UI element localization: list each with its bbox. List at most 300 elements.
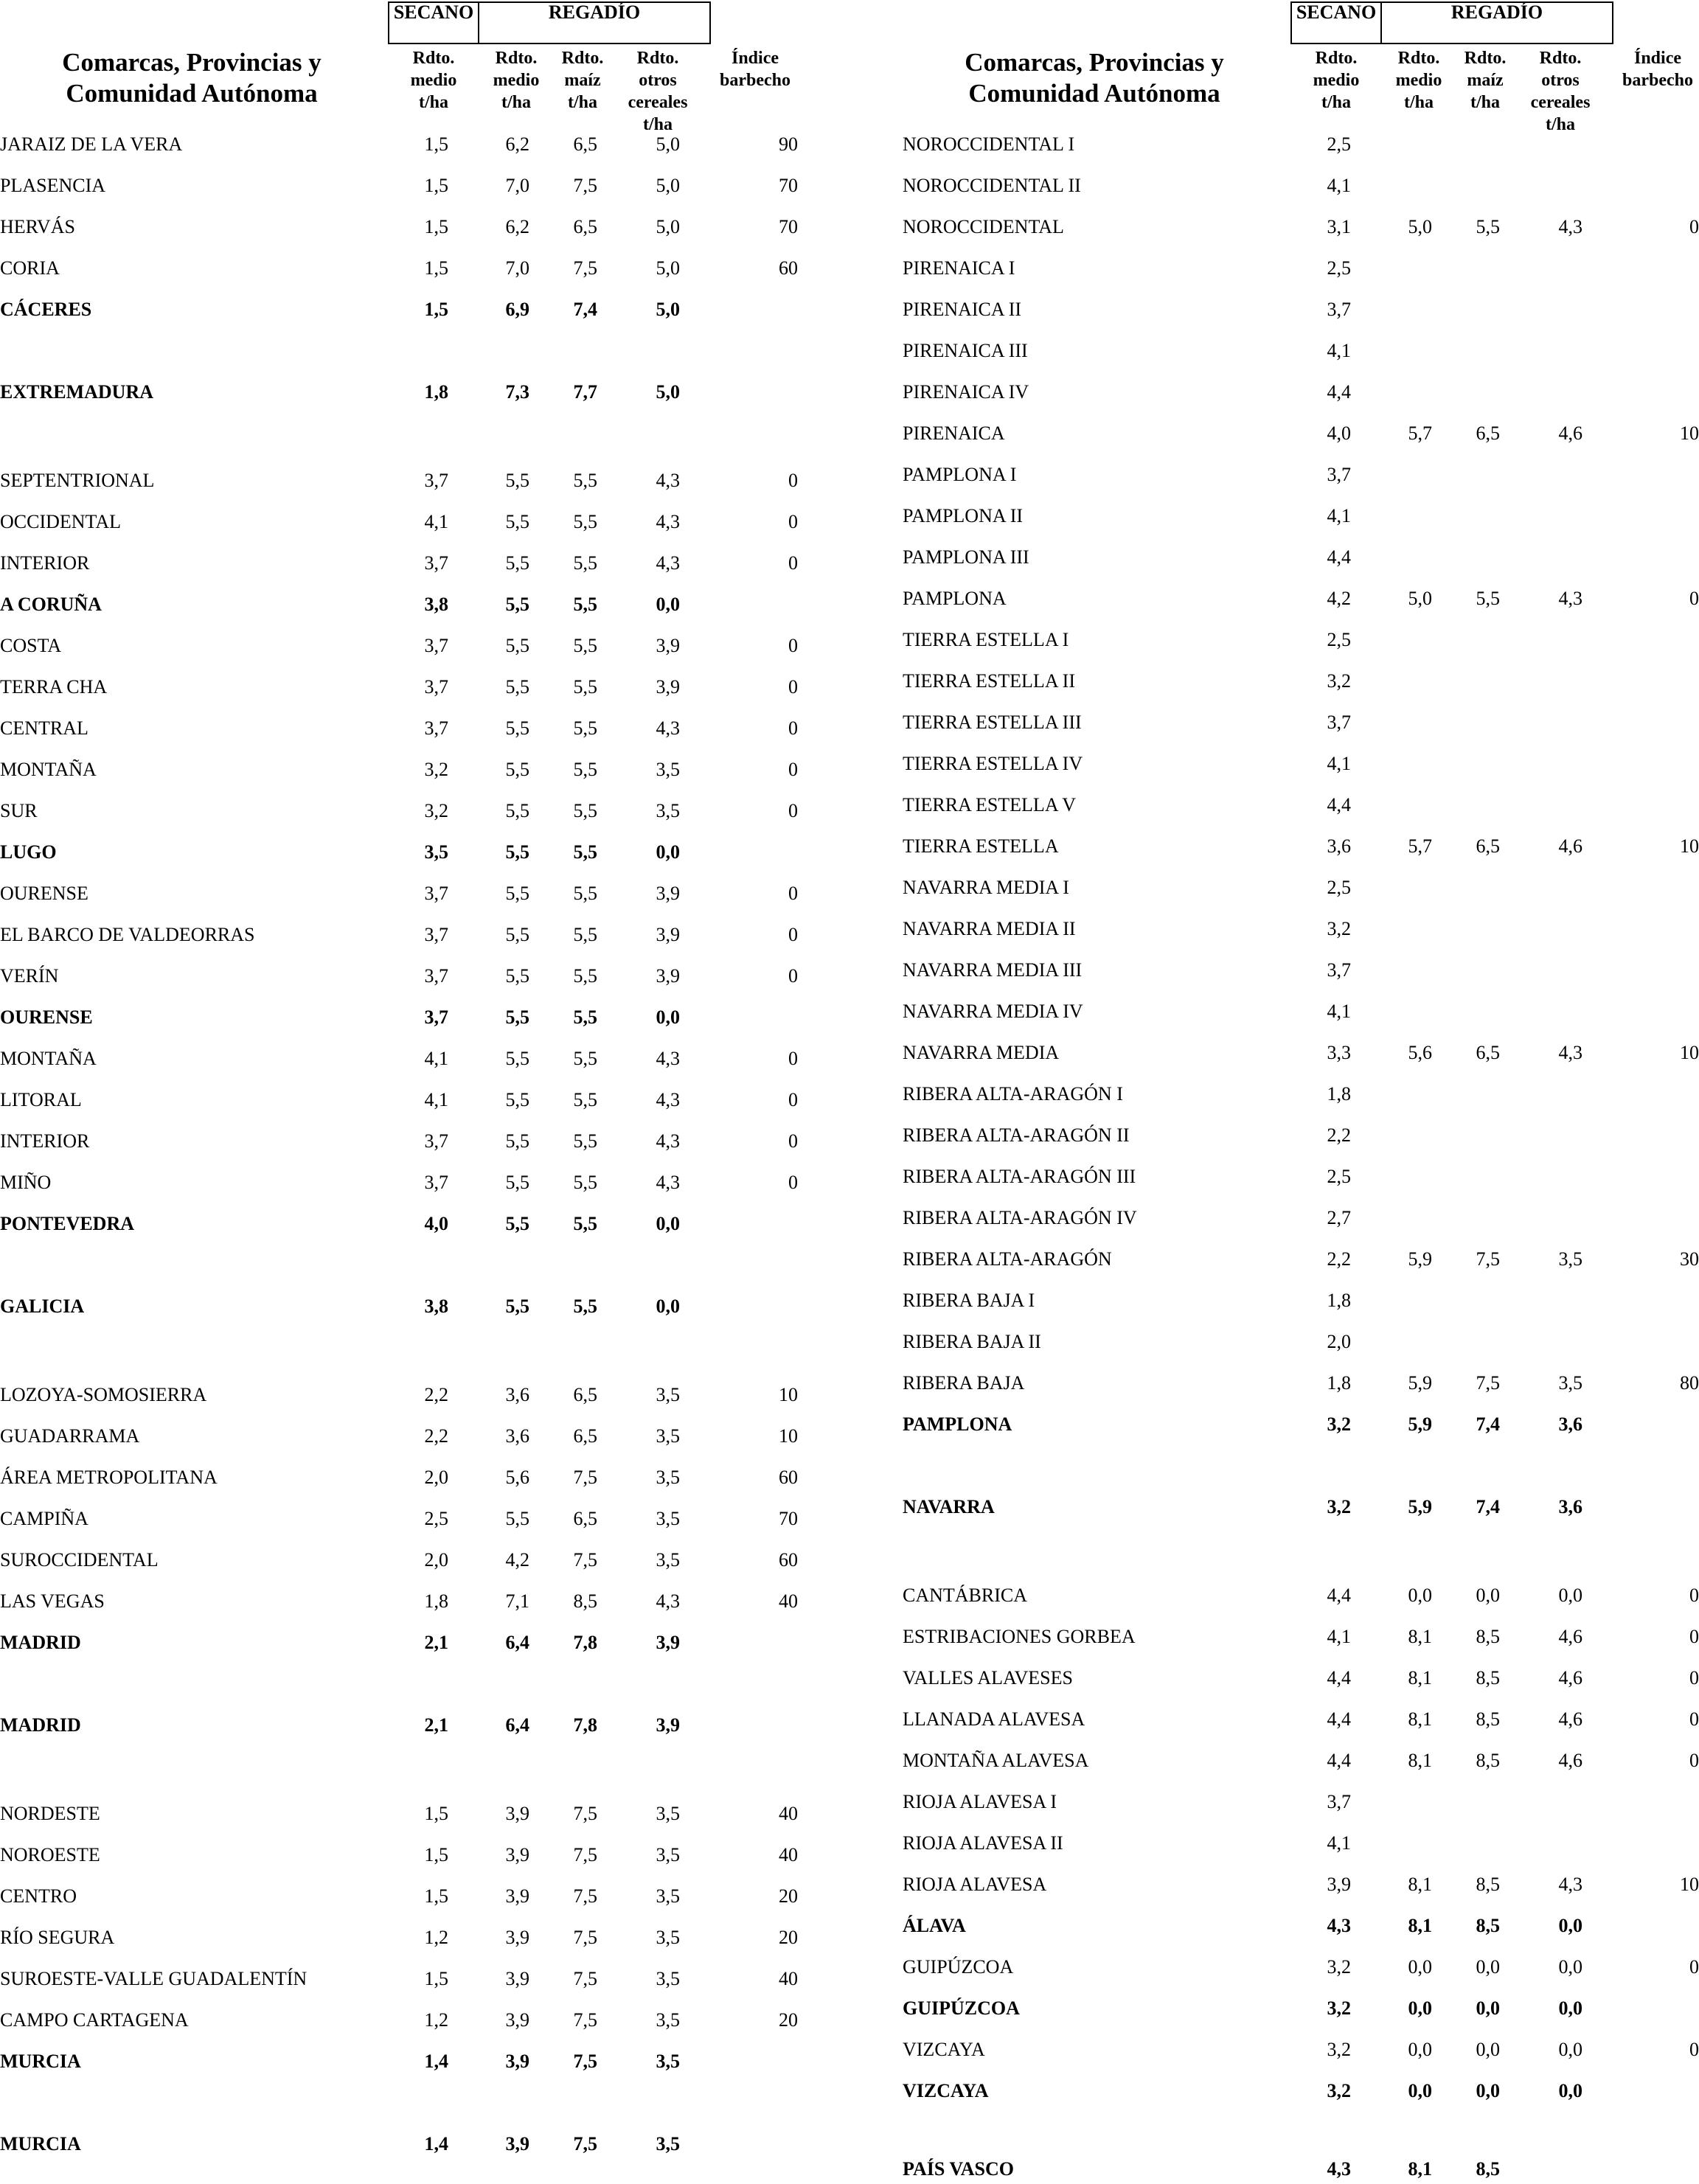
cell-maiz: 7,5 [573,257,597,279]
cell-maiz: 8,5 [1476,1667,1500,1689]
cell-medio: 8,1 [1408,1708,1432,1730]
region-name: PONTEVEDRA [0,1213,135,1234]
left-header-line: t/ha [501,93,531,112]
cell-maiz: 7,5 [573,175,597,196]
cell-indice: 70 [779,216,798,237]
cell-secano: 1,4 [424,2051,448,2072]
cell-indice: 0 [788,883,798,904]
cell-secano: 4,3 [1327,1915,1351,1936]
cell-otros: 4,6 [1558,422,1582,444]
left-total-row [0,295,850,324]
cell-secano: 4,1 [1327,753,1351,774]
cell-medio: 5,5 [505,635,529,656]
cell-indice: 0 [1689,1667,1699,1689]
cell-indice: 10 [1680,835,1699,857]
cell-maiz: 5,5 [573,676,597,698]
left-total-row [0,590,850,619]
region-name: PIRENAICA [903,422,1005,444]
right-table-row [903,1581,1699,1610]
left-table-row [0,796,850,826]
left-header-line: t/ha [567,93,597,112]
cell-maiz: 0,0 [1476,1585,1500,1606]
right-table-row [903,1203,1699,1233]
cell-indice: 70 [779,1508,798,1529]
cell-maiz: 7,5 [573,1927,597,1948]
cell-secano: 4,1 [424,1089,448,1110]
region-name: MURCIA [0,2133,81,2155]
cell-maiz: 7,5 [573,2133,597,2155]
cell-medio: 3,6 [505,1425,529,1447]
cell-secano: 4,4 [1327,1750,1351,1771]
cell-otros: 4,3 [1558,216,1582,237]
cell-medio: 5,5 [505,717,529,739]
cell-indice: 0 [788,635,798,656]
left-total-row [0,2047,850,2076]
right-table-row [903,254,1699,283]
cell-maiz: 8,5 [1476,1626,1500,1647]
cell-maiz: 5,5 [573,635,597,656]
region-name: RIBERA BAJA [903,1372,1025,1394]
cell-medio: 3,9 [505,1844,529,1865]
cell-secano: 3,8 [424,594,448,615]
region-name: ESTRIBACIONES GORBEA [903,1626,1136,1647]
region-name: RIOJA ALAVESA II [903,1832,1063,1854]
cell-maiz: 7,8 [573,1632,597,1653]
left-table-row [0,1380,850,1410]
cell-medio: 6,4 [505,1714,529,1736]
right-title [925,47,1264,109]
right-table-row [903,956,1699,985]
cell-maiz: 0,0 [1476,1997,1500,2019]
right-total-row [903,2076,1699,2106]
cell-medio: 5,5 [505,594,529,615]
cell-secano: 3,7 [424,717,448,739]
right-header-line: Rdto. [1315,49,1358,68]
cell-secano: 1,5 [424,1968,448,1989]
region-name: EXTREMADURA [0,381,153,403]
cell-otros: 4,3 [656,511,680,532]
cell-otros: 4,3 [656,1172,680,1193]
right-table-row [903,749,1699,779]
left-table-row [0,212,850,242]
cell-medio: 6,2 [505,133,529,155]
cell-maiz: 8,5 [1476,1915,1500,1936]
cell-medio: 5,0 [1408,216,1432,237]
cell-otros: 0,0 [656,1006,680,1028]
cell-maiz: 6,5 [573,1384,597,1405]
cell-otros: 3,9 [656,924,680,945]
cell-otros: 4,3 [1558,588,1582,609]
cell-secano: 4,1 [424,511,448,532]
cell-medio: 0,0 [1408,1997,1432,2019]
cell-secano: 3,7 [424,635,448,656]
cell-medio: 3,9 [505,2051,529,2072]
right-table-row [903,1746,1699,1776]
region-name: LUGO [0,841,57,863]
left-header-col-secano-medio [398,47,469,114]
region-name: PAMPLONA I [903,464,1017,485]
region-name: NAVARRA MEDIA I [903,877,1069,898]
region-name: LAS VEGAS [0,1590,105,1612]
region-name: SEPTENTRIONAL [0,470,155,491]
cell-otros: 3,6 [1558,1496,1582,1517]
cell-otros: 5,0 [656,299,680,320]
cell-secano: 2,5 [1327,629,1351,650]
region-name: MADRID [0,1714,81,1736]
cell-secano: 3,9 [1327,1874,1351,1895]
cell-maiz: 5,5 [573,1172,597,1193]
cell-otros: 5,0 [656,257,680,279]
left-table-row [0,1085,850,1115]
cell-maiz: 7,5 [573,2051,597,2072]
cell-otros: 5,0 [656,133,680,155]
cell-secano: 4,1 [1327,1832,1351,1854]
left-header-line: Rdto. [636,49,679,68]
cell-maiz: 7,7 [573,381,597,403]
cell-secano: 2,0 [424,1549,448,1571]
cell-medio: 6,2 [505,216,529,237]
region-name: JARAIZ DE LA VERA [0,133,183,155]
cell-secano: 4,1 [1327,1001,1351,1022]
cell-secano: 1,5 [424,1844,448,1865]
left-table-row [0,672,850,702]
region-name: INTERIOR [0,552,90,574]
cell-medio: 5,5 [505,841,529,863]
cell-otros: 3,5 [656,1803,680,1824]
cell-otros: 0,0 [1558,2039,1582,2060]
left-header-line: medio [493,71,540,90]
region-name: PAMPLONA III [903,546,1029,568]
right-table-row [903,1079,1699,1109]
cell-indice: 0 [1689,2039,1699,2060]
region-name: PIRENAICA I [903,257,1015,279]
cell-maiz: 7,4 [1476,1496,1500,1517]
cell-otros: 4,3 [1558,1042,1582,1063]
cell-otros: 3,5 [656,1927,680,1948]
cell-secano: 3,7 [424,1130,448,1152]
left-table-row [0,549,850,578]
cell-maiz: 7,4 [1476,1413,1500,1435]
cell-secano: 3,2 [1327,1997,1351,2019]
cell-otros: 4,6 [1558,1750,1582,1771]
cell-maiz: 7,5 [1476,1372,1500,1394]
left-table-row [0,1463,850,1492]
cell-otros: 4,6 [1558,835,1582,857]
cell-medio: 8,1 [1408,1667,1432,1689]
cell-otros: 4,3 [656,552,680,574]
right-table-row [903,1705,1699,1734]
region-name: OURENSE [0,883,88,904]
cell-secano: 4,4 [1327,1708,1351,1730]
cell-indice: 0 [788,676,798,698]
cell-secano: 3,7 [424,1172,448,1193]
right-total-row [903,2155,1699,2184]
right-header-line: t/ha [1321,93,1351,112]
cell-maiz: 5,5 [573,594,597,615]
cell-secano: 2,7 [1327,1207,1351,1228]
right-table-row [903,708,1699,737]
cell-maiz: 6,5 [573,133,597,155]
right-table-row [903,130,1699,159]
cell-otros: 3,9 [656,883,680,904]
cell-otros: 3,5 [656,1425,680,1447]
right-table-row [903,212,1699,242]
cell-indice: 90 [779,133,798,155]
cell-indice: 0 [788,1172,798,1193]
cell-secano: 4,4 [1327,794,1351,815]
cell-indice: 0 [1689,1585,1699,1606]
right-table-row [903,584,1699,613]
cell-indice: 0 [788,1130,798,1152]
left-table-row [0,1422,850,1451]
cell-otros: 4,3 [656,1130,680,1152]
cell-otros: 3,5 [656,2009,680,2031]
region-name: CAMPIÑA [0,1508,88,1529]
cell-maiz: 5,5 [573,1089,597,1110]
cell-secano: 1,5 [424,1803,448,1824]
cell-secano: 3,7 [424,552,448,574]
cell-secano: 3,2 [1327,2039,1351,2060]
cell-secano: 3,7 [424,924,448,945]
left-title-line2: Comunidad Autónoma [66,79,318,108]
cell-medio: 8,1 [1408,1915,1432,1936]
region-name: CENTRO [0,1885,77,1907]
cell-secano: 2,0 [424,1467,448,1488]
region-name: GUIPÚZCOA [903,1956,1014,1978]
cell-secano: 2,1 [424,1714,448,1736]
cell-indice: 60 [779,257,798,279]
cell-secano: 4,1 [424,1048,448,1069]
cell-maiz: 0,0 [1476,1956,1500,1978]
region-name: CENTRAL [0,717,88,739]
right-header-line: t/ha [1403,93,1434,112]
cell-maiz: 5,5 [1476,216,1500,237]
cell-maiz: 5,5 [573,759,597,780]
cell-indice: 10 [1680,1874,1699,1895]
left-total-row [0,1209,850,1239]
region-name: MONTAÑA [0,1048,97,1069]
region-name: RIBERA ALTA-ARAGÓN [903,1248,1112,1270]
region-name: NAVARRA [903,1496,995,1517]
cell-otros: 3,6 [1558,1413,1582,1435]
right-header-line: barbecho [1622,71,1693,90]
left-total-row [0,838,850,867]
cell-indice: 40 [779,1968,798,1989]
region-name: TIERRA ESTELLA IV [903,753,1083,774]
cell-medio: 0,0 [1408,1585,1432,1606]
cell-maiz: 8,5 [1476,2158,1500,2180]
cell-secano: 3,5 [424,841,448,863]
cell-secano: 2,2 [424,1384,448,1405]
left-header-line: Rdto. [495,49,538,68]
cell-medio: 3,9 [505,2009,529,2031]
cell-secano: 1,8 [1327,1372,1351,1394]
region-name: RIBERA ALTA-ARAGÓN II [903,1124,1130,1146]
cell-secano: 4,1 [1327,505,1351,526]
cell-medio: 0,0 [1408,2080,1432,2101]
cell-otros: 4,3 [656,1089,680,1110]
cell-otros: 3,5 [656,800,680,821]
cell-indice: 0 [1689,1626,1699,1647]
cell-secano: 3,3 [1327,1042,1351,1063]
cell-otros: 3,5 [656,759,680,780]
cell-maiz: 5,5 [573,511,597,532]
region-name: ÁREA METROPOLITANA [0,1467,218,1488]
right-header-line: medio [1313,71,1360,90]
left-header-col-maiz [547,47,618,114]
cell-maiz: 5,5 [573,965,597,987]
left-header-line: medio [410,71,457,90]
region-name: PLASENCIA [0,175,106,196]
cell-medio: 7,3 [505,381,529,403]
cell-medio: 5,7 [1408,422,1432,444]
cell-medio: 3,9 [505,2133,529,2155]
cell-secano: 4,0 [424,1213,448,1234]
region-name: NOROCCIDENTAL II [903,175,1081,196]
cell-secano: 4,2 [1327,588,1351,609]
region-name: NAVARRA MEDIA [903,1042,1060,1063]
left-table-row [0,1799,850,1829]
cell-secano: 2,5 [424,1508,448,1529]
cell-maiz: 7,5 [1476,1248,1500,1270]
cell-medio: 5,5 [505,511,529,532]
cell-otros: 0,0 [656,1296,680,1317]
region-name: RIBERA BAJA II [903,1331,1041,1352]
cell-secano: 3,7 [1327,299,1351,320]
cell-medio: 6,9 [505,299,529,320]
cell-secano: 4,4 [1327,1667,1351,1689]
left-table [0,0,850,2171]
cell-medio: 8,1 [1408,1874,1432,1895]
right-table-row [903,543,1699,572]
region-name: A CORUÑA [0,594,102,615]
cell-medio: 5,5 [505,676,529,698]
region-name: MIÑO [0,1172,52,1193]
cell-maiz: 7,4 [573,299,597,320]
left-title [22,47,361,109]
cell-otros: 3,5 [656,2051,680,2072]
cell-medio: 5,6 [505,1467,529,1488]
cell-maiz: 7,5 [573,1885,597,1907]
right-table-row [903,1121,1699,1150]
cell-secano: 4,1 [1327,1626,1351,1647]
cell-medio: 8,1 [1408,1750,1432,1771]
cell-indice: 80 [1680,1372,1699,1394]
cell-secano: 1,5 [424,216,448,237]
cell-secano: 1,5 [424,1885,448,1907]
cell-medio: 3,9 [505,1927,529,1948]
right-table-row [903,1787,1699,1817]
right-table-row [903,1327,1699,1357]
cell-secano: 2,2 [424,1425,448,1447]
region-name: GALICIA [0,1296,85,1317]
region-name: EL BARCO DE VALDEORRAS [0,924,255,945]
cell-otros: 4,6 [1558,1626,1582,1647]
cell-indice: 10 [1680,1042,1699,1063]
cell-otros: 4,3 [1558,1874,1582,1895]
cell-secano: 2,5 [1327,877,1351,898]
left-table-row [0,507,850,537]
cell-otros: 3,5 [656,1508,680,1529]
cell-secano: 1,2 [424,2009,448,2031]
cell-medio: 3,6 [505,1384,529,1405]
cell-maiz: 6,5 [573,1425,597,1447]
cell-indice: 0 [788,717,798,739]
cell-secano: 2,1 [424,1632,448,1653]
right-header-col-regadio-medio [1383,47,1454,114]
cell-medio: 5,5 [505,1089,529,1110]
cell-indice: 70 [779,175,798,196]
cell-maiz: 6,5 [1476,1042,1500,1063]
right-header-line: Rdto. [1397,49,1440,68]
cell-secano: 4,3 [1327,2158,1351,2180]
cell-secano: 1,8 [1327,1083,1351,1105]
cell-medio: 5,5 [505,1213,529,1234]
cell-indice: 0 [788,1089,798,1110]
cell-maiz: 0,0 [1476,2080,1500,2101]
cell-secano: 3,2 [1327,670,1351,692]
right-table-row [903,625,1699,655]
cell-secano: 3,7 [1327,959,1351,981]
right-total-row [903,1911,1699,1941]
cell-otros: 0,0 [1558,1915,1582,1936]
left-header-col-indice [711,47,799,91]
cell-secano: 1,5 [424,133,448,155]
cell-otros: 3,9 [656,635,680,656]
cell-otros: 5,0 [656,381,680,403]
cell-secano: 1,8 [1327,1290,1351,1311]
cell-secano: 1,5 [424,175,448,196]
cell-medio: 5,5 [505,924,529,945]
region-name: LLANADA ALAVESA [903,1708,1085,1730]
cell-indice: 0 [788,965,798,987]
region-name: TIERRA ESTELLA V [903,794,1076,815]
cell-indice: 0 [1689,588,1699,609]
cell-secano: 1,8 [424,381,448,403]
cell-otros: 4,3 [656,1590,680,1612]
left-total-row [0,378,850,407]
left-table-row [0,1882,850,1911]
right-header-line: Rdto. [1539,49,1582,68]
cell-maiz: 6,5 [573,216,597,237]
cell-maiz: 7,5 [573,2009,597,2031]
cell-secano: 3,7 [424,470,448,491]
right-regadio-label: REGADÍO [1450,1,1543,23]
cell-medio: 5,9 [1408,1372,1432,1394]
right-table-row [903,378,1699,407]
cell-otros: 3,9 [656,676,680,698]
left-header-line: Índice [731,49,779,68]
cell-otros: 3,5 [1558,1248,1582,1270]
left-total-row [0,1628,850,1658]
cell-indice: 30 [1680,1248,1699,1270]
cell-secano: 3,7 [1327,464,1351,485]
cell-secano: 3,2 [424,800,448,821]
cell-secano: 3,2 [1327,2080,1351,2101]
left-table-row [0,1840,850,1870]
region-name: LOZOYA-SOMOSIERRA [0,1384,207,1405]
cell-medio: 3,9 [505,1968,529,1989]
cell-maiz: 5,5 [573,1213,597,1234]
region-name: RIBERA ALTA-ARAGÓN IV [903,1207,1137,1228]
cell-secano: 2,5 [1327,257,1351,279]
region-name: TIERRA ESTELLA [903,835,1059,857]
cell-medio: 5,5 [505,800,529,821]
cell-indice: 10 [1680,422,1699,444]
cell-secano: 4,4 [1327,1585,1351,1606]
cell-otros: 5,0 [656,216,680,237]
region-name: NAVARRA MEDIA II [903,918,1076,939]
